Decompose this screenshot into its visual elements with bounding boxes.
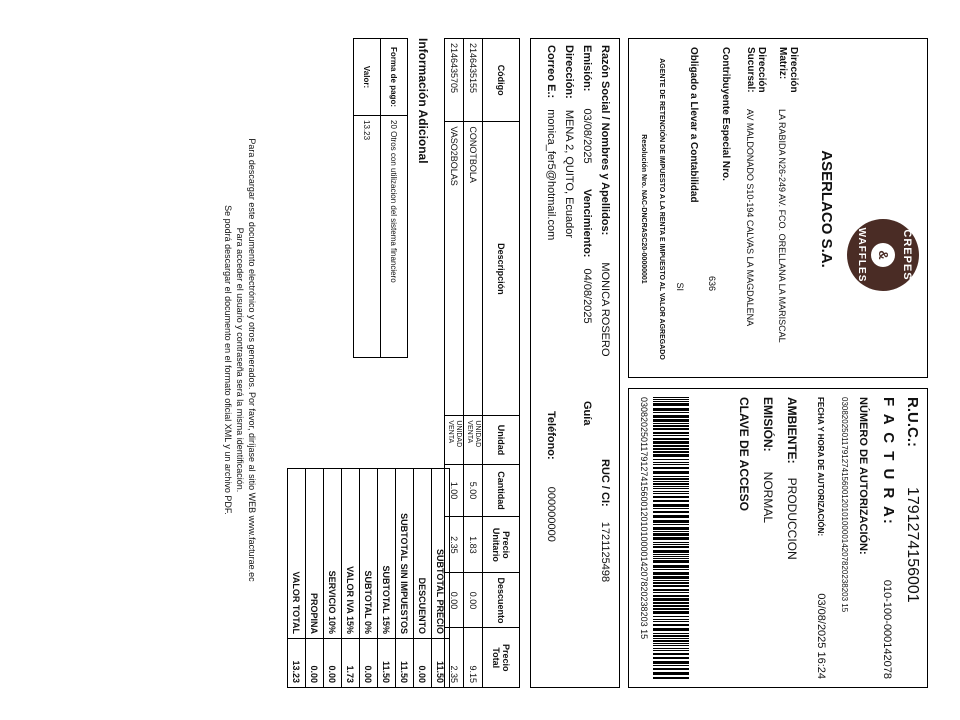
item-descripcion: VASO2BOLAS bbox=[445, 122, 464, 416]
telefono-value: 000000000 bbox=[545, 486, 557, 542]
barcode-bar bbox=[653, 582, 689, 584]
barcode-bar bbox=[653, 471, 689, 474]
barcode-bar bbox=[653, 478, 689, 480]
totals-row bbox=[414, 469, 432, 688]
barcode-bar bbox=[653, 560, 689, 563]
customer-box bbox=[530, 38, 620, 688]
cust-emision-value: 03/08/2025 bbox=[581, 108, 593, 164]
cust-ruc-field bbox=[599, 459, 611, 582]
barcode-bar bbox=[653, 486, 689, 487]
barcode-bar bbox=[653, 621, 689, 622]
barcode-bar bbox=[653, 558, 689, 559]
item-precio-unitario: 1.83 bbox=[464, 517, 483, 573]
totals-row bbox=[396, 469, 414, 688]
barcode-bar bbox=[653, 531, 689, 532]
totals-value: 0.00 bbox=[324, 639, 342, 688]
barcode-bar bbox=[653, 544, 689, 545]
barcode-bar bbox=[653, 569, 689, 570]
barcode-bar bbox=[653, 554, 689, 555]
additional-value: 20 Otros con utilizacion del sistema financiero bbox=[381, 116, 408, 358]
additional-key: Forma de pago: bbox=[381, 39, 408, 116]
barcode-bar bbox=[653, 520, 689, 523]
totals-row bbox=[324, 469, 342, 688]
additional-row bbox=[354, 39, 381, 358]
auth-label: NÚMERO DE AUTORIZACIÓN: bbox=[857, 397, 869, 555]
barcode-bar bbox=[653, 423, 689, 424]
barcode-bar bbox=[653, 580, 689, 581]
direccion-label: Dirección: bbox=[563, 45, 575, 99]
barcode-bar bbox=[653, 648, 689, 649]
item-codigo: 2146435705 bbox=[445, 39, 464, 122]
header-precio-total: Precio Total bbox=[483, 628, 520, 688]
barcode-bar bbox=[653, 428, 689, 430]
especial-row bbox=[707, 47, 731, 371]
razon-value: MONICA ROSERO bbox=[599, 262, 611, 357]
ruc-value: 1791274156001 bbox=[904, 487, 921, 603]
barcode-bar bbox=[653, 483, 689, 485]
logo-bottom-text: WAFFLES bbox=[856, 227, 867, 283]
barcode-bar bbox=[653, 677, 689, 679]
item-unidad: UNIDAD VENTA bbox=[445, 416, 464, 464]
barcode-bar bbox=[653, 488, 689, 489]
additional-info-title: Información Adicional bbox=[416, 38, 430, 164]
contabilidad-label: Obligado a Llevar a Contabilidad bbox=[688, 47, 699, 203]
totals-row bbox=[432, 469, 450, 688]
barcode-bar bbox=[653, 403, 689, 406]
ambiente-value: PRODUCCION bbox=[785, 477, 799, 560]
barcode-bar bbox=[653, 451, 689, 453]
auth-label-line bbox=[857, 397, 869, 679]
totals-label: SUBTOTAL 15% bbox=[378, 469, 396, 639]
totals-row bbox=[306, 469, 324, 688]
correo-label: Correo E.: bbox=[545, 45, 557, 99]
barcode-bar bbox=[653, 633, 689, 634]
ambiente-label: AMBIENTE: bbox=[785, 397, 799, 464]
barcode-bar bbox=[653, 504, 689, 507]
barcode-bar bbox=[653, 425, 689, 427]
company-name: ASERLACO S.A. bbox=[818, 150, 835, 268]
barcode-bar bbox=[653, 638, 689, 639]
matriz-value: LA RABIDA N26-249 AV. FCO. ORELLANA LA MARISCAL bbox=[777, 109, 787, 343]
telefono-label: Teléfono: bbox=[545, 411, 557, 460]
especial-value: 636 bbox=[707, 275, 717, 291]
barcode-bar bbox=[653, 546, 689, 548]
header-precio-unitario: Precio Unitario bbox=[483, 517, 520, 573]
barcode-bar bbox=[653, 565, 689, 568]
barcode-bar bbox=[653, 550, 689, 553]
header-cantidad: Cantidad bbox=[483, 464, 520, 517]
totals-label: DESCUENTO bbox=[414, 469, 432, 639]
guia-label: Guía bbox=[581, 401, 593, 426]
barcode-bar bbox=[653, 589, 689, 591]
barcode-bar bbox=[653, 595, 689, 597]
agent-line: AGENTE DE RETENCIÓN DE IMPUESTO A LA RENTA E IMPUESTO AL VALOR AGREGADO bbox=[658, 58, 665, 360]
cust-emision-field bbox=[581, 45, 593, 164]
totals-row bbox=[342, 469, 360, 688]
resolution-line: Resolución Nro. NAC-DNCRASC20-00000001 bbox=[640, 134, 647, 284]
doc-number: 010-100-000142078 bbox=[881, 579, 893, 679]
contabilidad-value: SI bbox=[675, 282, 685, 291]
barcode-bar bbox=[653, 645, 689, 646]
barcode-bar bbox=[653, 668, 689, 670]
direccion-value: MENA 2, QUITO, Ecuador bbox=[563, 109, 575, 239]
emision-line bbox=[761, 397, 775, 679]
item-precio-total: 9.15 bbox=[464, 628, 483, 688]
barcode-bar bbox=[653, 500, 689, 502]
item-descuento: 0.00 bbox=[464, 573, 483, 628]
barcode-bar bbox=[653, 445, 689, 447]
item-precio-total: 2.35 bbox=[445, 628, 464, 688]
item-descripcion: CONOTBOLA bbox=[464, 122, 483, 416]
barcode-bar bbox=[653, 585, 689, 587]
logo-center-text: & bbox=[871, 243, 895, 267]
barcode-bar bbox=[653, 572, 689, 575]
barcode-bar bbox=[653, 640, 689, 642]
razon-label: Razón Social / Nombres y Apellidos: bbox=[599, 45, 611, 236]
barcode-bar bbox=[653, 408, 689, 411]
barcode bbox=[653, 397, 689, 679]
barcode-bar bbox=[653, 397, 689, 398]
auth-number: 0308202501179127415600120101000014207820238203 15 bbox=[840, 397, 849, 613]
totals-label: SERVICIO 10% bbox=[324, 469, 342, 639]
barcode-bar bbox=[653, 462, 689, 463]
factura-line bbox=[880, 397, 897, 679]
barcode-bar bbox=[653, 672, 689, 675]
header-codigo: Código bbox=[483, 39, 520, 122]
correo-value: monica_fer5@hotmail.com bbox=[545, 109, 557, 241]
footer-line-1: Para descargar este documento electrónico y otros generados. Por favor, diríjase al sitio WEB www.facturae.ec bbox=[247, 138, 257, 582]
item-descuento: 0.00 bbox=[445, 573, 464, 628]
auth-date: 03/08/2025 16:24 bbox=[815, 593, 827, 679]
item-codigo: 2146435155 bbox=[464, 39, 483, 122]
barcode-bar bbox=[653, 399, 689, 400]
barcode-bar bbox=[653, 537, 689, 540]
barcode-bar bbox=[653, 527, 689, 530]
telefono-field bbox=[545, 411, 557, 542]
barcode-bar bbox=[653, 412, 689, 413]
barcode-bar bbox=[653, 524, 689, 525]
emision-value: NORMAL bbox=[761, 471, 775, 524]
barcode-bar bbox=[653, 432, 689, 434]
barcode-bar bbox=[653, 496, 689, 498]
barcode-bar bbox=[653, 533, 689, 536]
totals-label: SUBTOTAL 0% bbox=[360, 469, 378, 639]
table-row bbox=[464, 39, 483, 688]
barcode-bar bbox=[653, 661, 689, 664]
barcode-bar bbox=[653, 438, 689, 440]
totals-value: 11.50 bbox=[378, 639, 396, 688]
doc-type: F A C T U R A: bbox=[880, 397, 897, 526]
barcode-bar bbox=[653, 605, 689, 607]
venc-field bbox=[581, 189, 593, 324]
cust-ruc-label: RUC / CI: bbox=[599, 459, 611, 507]
emision-label: EMISIÓN: bbox=[761, 397, 775, 452]
company-box bbox=[628, 38, 928, 378]
barcode-bar bbox=[653, 481, 689, 482]
barcode-bar bbox=[653, 419, 689, 422]
barcode-bar bbox=[653, 464, 689, 465]
footer-line-2: Para acceder el usuario y contraseña será la misma identificación. bbox=[235, 227, 245, 493]
barcode-bar bbox=[653, 448, 689, 450]
items-header-row bbox=[483, 39, 520, 688]
barcode-bar bbox=[653, 459, 689, 460]
barcode-bar bbox=[653, 608, 689, 610]
totals-label: VALOR TOTAL bbox=[288, 469, 306, 639]
barcode-bar bbox=[653, 508, 689, 509]
totals-value: 0.00 bbox=[414, 639, 432, 688]
header-unidad: Unidad bbox=[483, 416, 520, 464]
barcode-bar bbox=[653, 611, 689, 614]
cust-ruc-value: 1721125498 bbox=[599, 521, 611, 583]
additional-info-table bbox=[353, 38, 408, 358]
totals-label: VALOR IVA 15% bbox=[342, 469, 360, 639]
barcode-bar bbox=[653, 602, 689, 604]
ruc-label: R.U.C.: bbox=[904, 397, 921, 447]
sucursal-label: Dirección Sucursal: bbox=[745, 47, 767, 93]
clave-label: CLAVE DE ACCESO bbox=[737, 397, 751, 512]
barcode-bar bbox=[653, 454, 689, 457]
barcode-bar bbox=[653, 476, 689, 477]
especial-label: Contribuyente Especial Nro. bbox=[720, 47, 731, 181]
auth-number-line bbox=[840, 397, 849, 679]
totals-label: SUBTOTAL PRECIO bbox=[432, 469, 450, 639]
barcode-bar bbox=[653, 643, 689, 644]
company-logo bbox=[847, 219, 919, 291]
totals-value: 0.00 bbox=[306, 639, 324, 688]
matriz-label: Dirección Matriz: bbox=[777, 47, 799, 93]
barcode-bar bbox=[653, 650, 689, 651]
barcode-bar bbox=[653, 653, 689, 655]
totals-label: PROPINA bbox=[306, 469, 324, 639]
footer-line-3: Se podrá descargar el documento en el formato oficial XML y un archivo PDF. bbox=[223, 205, 233, 515]
totals-row bbox=[360, 469, 378, 688]
barcode-bar bbox=[653, 515, 689, 518]
barcode-bar bbox=[653, 435, 689, 436]
totals-value: 13.23 bbox=[288, 639, 306, 688]
contabilidad-row bbox=[675, 47, 699, 371]
barcode-bar bbox=[653, 635, 689, 637]
barcode-bar bbox=[653, 598, 689, 601]
totals-row bbox=[288, 469, 306, 688]
barcode-bar bbox=[653, 467, 689, 469]
header-descripcion: Descripción bbox=[483, 122, 520, 416]
barcode-bar bbox=[653, 665, 689, 666]
ruc-box bbox=[628, 388, 928, 688]
correo-field bbox=[545, 45, 557, 240]
totals-value: 0.00 bbox=[360, 639, 378, 688]
barcode-bar bbox=[653, 491, 689, 492]
barcode-bar bbox=[653, 511, 689, 513]
venc-label: Vencimiento: bbox=[581, 189, 593, 258]
barcode-bar bbox=[653, 657, 689, 659]
barcode-bar bbox=[653, 628, 689, 631]
footer-note bbox=[222, 0, 258, 720]
item-precio-unitario: 2.35 bbox=[445, 517, 464, 573]
venc-value: 04/08/2025 bbox=[581, 268, 593, 324]
totals-value: 11.50 bbox=[432, 639, 450, 688]
header-descuento: Descuento bbox=[483, 573, 520, 628]
direccion-field bbox=[563, 45, 575, 238]
barcode-bar bbox=[653, 542, 689, 543]
item-cantidad: 5.00 bbox=[464, 464, 483, 517]
cust-emision-label: Emisión: bbox=[581, 45, 593, 92]
totals-value: 1.73 bbox=[342, 639, 360, 688]
auth-date-label: FECHA Y HORA DE AUTORIZACIÓN: bbox=[816, 397, 825, 537]
barcode-bar bbox=[653, 401, 689, 402]
ambiente-line bbox=[785, 397, 799, 679]
clave-number: 0308202501179127415600120101000014207820238203 15 bbox=[639, 397, 649, 640]
sucursal-row bbox=[745, 47, 767, 371]
barcode-bar bbox=[653, 616, 689, 617]
ruc-line bbox=[903, 397, 921, 679]
logo-top-text: CREPES bbox=[901, 229, 913, 281]
barcode-bar bbox=[653, 624, 689, 626]
barcode-bar bbox=[653, 493, 689, 494]
totals-value: 11.50 bbox=[396, 639, 414, 688]
auth-date-line bbox=[815, 397, 827, 679]
items-table bbox=[444, 38, 520, 688]
barcode-bar bbox=[653, 619, 689, 620]
item-cantidad: 1.00 bbox=[445, 464, 464, 517]
barcode-bar bbox=[653, 556, 689, 557]
totals-row bbox=[378, 469, 396, 688]
barcode-bar bbox=[653, 441, 689, 444]
barcode-bar bbox=[653, 576, 689, 579]
barcode-bar bbox=[653, 415, 689, 418]
sucursal-value: AV MALDONADO S10-194 CALVAS LA MAGDALENA bbox=[745, 109, 755, 327]
additional-value: 13.23 bbox=[354, 116, 381, 358]
guia-field bbox=[581, 401, 593, 425]
item-unidad: UNIDAD VENTA bbox=[464, 416, 483, 464]
additional-key: Valor: bbox=[354, 39, 381, 116]
clave-label-line bbox=[737, 397, 751, 679]
matriz-row bbox=[777, 47, 799, 371]
barcode-bar bbox=[653, 592, 689, 593]
totals-table bbox=[287, 468, 450, 688]
razon-field bbox=[599, 45, 611, 357]
totals-label: SUBTOTAL SIN IMPUESTOS bbox=[396, 469, 414, 639]
additional-row bbox=[381, 39, 408, 358]
